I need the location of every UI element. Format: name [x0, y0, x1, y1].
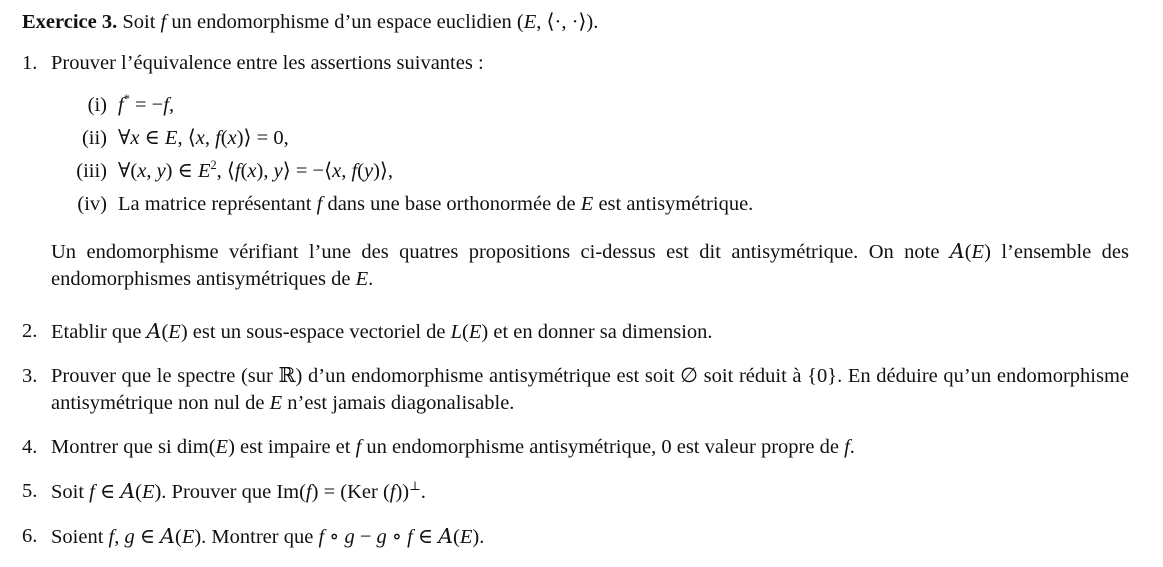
text-segment: ( — [357, 160, 364, 182]
text-segment: E — [181, 526, 195, 548]
question-5-number: 5. — [22, 480, 38, 502]
text-segment: ). Montrer que — [194, 526, 319, 548]
text-segment: A — [438, 524, 454, 548]
assertion-list — [51, 92, 1129, 218]
text-segment: ) est un sous-espace vectoriel de — [180, 321, 451, 343]
question-2-number: 2. — [22, 320, 38, 342]
text-segment: A — [160, 524, 175, 548]
text-segment: Prouver que le spectre (sur ℝ) d’un endomorphisme antisymétrique est soit ∅ soit réduit à {0}. En déduire qu’un endomorphisme antisymétrique non nul de — [51, 365, 1129, 414]
text-segment: = − — [129, 94, 164, 116]
text-segment: f — [351, 160, 358, 182]
definition-note — [51, 238, 1129, 293]
assertion-ii — [51, 125, 1129, 152]
text-segment: ( — [453, 526, 460, 548]
text-segment: , — [114, 526, 125, 548]
assertion-i-label: (i) — [87, 94, 107, 116]
text-segment: Soit — [51, 481, 90, 503]
text-segment: E — [168, 321, 181, 343]
text-segment: ) et en donner sa dimension. — [481, 321, 713, 343]
text-segment: x — [227, 127, 237, 149]
text-segment: ) l’ensemble des endomorphismes antisymétriques de — [51, 241, 1130, 290]
assertion-iv-label: (iv) — [77, 193, 107, 215]
text-segment: f — [234, 160, 241, 182]
question-1 — [22, 50, 1129, 301]
question-6-text — [51, 523, 1129, 551]
text-segment: ( — [174, 526, 182, 548]
text-segment: 2 — [210, 158, 217, 173]
text-segment: ⊥ — [409, 479, 421, 494]
question-1-body — [51, 50, 1129, 301]
text-segment: A — [949, 239, 965, 263]
assertion-ii-text — [118, 125, 289, 152]
text-segment: f — [318, 526, 325, 548]
text-segment: Exercice 3. — [22, 11, 118, 33]
text-segment: dans une base orthonormée de — [322, 193, 581, 215]
question-5-text — [51, 478, 1129, 506]
question-4-text — [51, 434, 1129, 461]
text-segment: n’est jamais diagonalisable. — [282, 392, 515, 414]
question-3-text — [51, 363, 1129, 417]
text-segment: ∈ — [412, 526, 439, 548]
assertion-iii-label: (iii) — [76, 160, 107, 182]
text-segment: Montrer que si dim( — [51, 436, 216, 458]
assertion-ii-label: (ii) — [81, 127, 107, 149]
question-5 — [22, 478, 1129, 506]
text-segment: f — [118, 94, 124, 116]
text-segment: A — [120, 479, 136, 503]
text-segment: f — [316, 193, 323, 215]
question-4-number: 4. — [22, 436, 38, 458]
text-segment: y — [156, 160, 166, 182]
text-segment: L — [450, 321, 463, 343]
text-segment: E — [197, 160, 211, 182]
question-6 — [22, 523, 1129, 551]
text-segment: ) = (Ker ( — [311, 481, 390, 503]
text-segment: , — [168, 94, 175, 116]
text-segment: f — [89, 481, 95, 503]
question-3-number: 3. — [22, 365, 38, 387]
text-segment: ). Prouver que Im( — [154, 481, 306, 503]
question-2-text — [51, 318, 1129, 346]
text-segment: ( — [462, 321, 469, 343]
question-1-number: 1. — [22, 52, 38, 74]
text-segment: f — [407, 526, 413, 548]
text-segment: Soient — [51, 526, 109, 548]
assertion-i-text — [118, 92, 174, 119]
text-segment: x — [137, 160, 147, 182]
text-segment: ⟩ = −⟨ — [282, 160, 333, 182]
text-segment: est antisymétrique. — [593, 193, 754, 215]
text-segment: y — [273, 160, 283, 182]
text-segment: E — [468, 321, 482, 343]
text-segment: E — [971, 241, 985, 263]
text-segment: )) — [395, 481, 410, 503]
text-segment: Prouver l’équivalence entre les assertions suivantes : — [51, 52, 484, 74]
text-segment: ( — [220, 127, 228, 149]
text-segment: Etablir que — [51, 321, 147, 343]
text-segment: ∈ — [134, 526, 161, 548]
text-segment: x — [332, 160, 342, 182]
text-segment: − — [354, 526, 377, 548]
question-2 — [22, 318, 1129, 346]
text-segment: . — [420, 481, 426, 503]
question-4 — [22, 434, 1129, 461]
exercise-heading — [22, 9, 1129, 36]
assertion-iii-text — [118, 158, 393, 185]
text-segment: E — [459, 526, 473, 548]
text-segment: f — [160, 11, 167, 33]
text-segment: Un endomorphisme vérifiant l’une des quatres propositions ci-dessus est dit antisymétrique. On note — [51, 241, 950, 263]
text-segment: g — [376, 526, 387, 548]
text-segment: y — [363, 160, 374, 182]
assertion-iii — [51, 158, 1129, 185]
text-segment: f — [215, 127, 221, 149]
text-segment: g — [344, 526, 355, 548]
text-segment: ∈ — [94, 481, 121, 503]
text-segment: A — [146, 319, 162, 343]
text-segment: ). — [472, 526, 485, 548]
question-3 — [22, 363, 1129, 417]
text-segment: . — [368, 268, 374, 290]
text-segment: , — [204, 127, 216, 149]
text-segment: ( — [964, 241, 972, 263]
text-segment: E — [215, 436, 229, 458]
text-segment: x — [247, 160, 257, 182]
text-segment: g — [124, 526, 135, 548]
text-segment: ) ∈ — [165, 160, 198, 182]
text-segment: f — [305, 481, 312, 503]
text-segment: un endomorphisme d’un espace euclidien ( — [166, 11, 524, 33]
assertion-iv-text — [118, 191, 753, 218]
text-segment: x — [195, 127, 205, 149]
text-segment: ( — [240, 160, 248, 182]
text-segment: un endomorphisme antisymétrique, 0 est valeur propre de — [361, 436, 845, 458]
text-segment: f — [163, 94, 169, 116]
text-segment: f — [108, 526, 115, 548]
question-1-text — [51, 50, 1129, 77]
text-segment: )⟩, — [373, 160, 394, 182]
text-segment: E — [269, 392, 283, 414]
text-segment: ) est impaire et — [228, 436, 356, 458]
text-segment: f — [355, 436, 362, 458]
text-segment: E — [355, 268, 369, 290]
text-segment: E — [141, 481, 155, 503]
text-segment: . — [849, 436, 855, 458]
text-segment: E — [580, 193, 594, 215]
text-segment: )⟩ = 0, — [236, 127, 289, 149]
text-segment: f — [844, 436, 850, 458]
text-segment: ( — [135, 481, 142, 503]
text-segment: E — [523, 11, 537, 33]
text-segment: Soit — [117, 11, 161, 33]
text-segment: ∀( — [118, 160, 138, 182]
text-segment: ∀ — [118, 127, 131, 149]
assertion-i — [51, 92, 1129, 119]
text-segment: f — [389, 481, 396, 503]
text-segment: , ⟨·, ·⟩). — [536, 11, 599, 33]
text-segment: , — [146, 160, 157, 182]
text-segment: ), — [256, 160, 274, 182]
text-segment: La matrice représentant — [118, 193, 317, 215]
text-segment: , ⟨ — [177, 127, 196, 149]
text-segment: ∘ — [386, 526, 408, 548]
text-segment: , ⟨ — [216, 160, 235, 182]
assertion-iv — [51, 191, 1129, 218]
text-segment: ( — [161, 321, 169, 343]
text-segment: x — [130, 127, 140, 149]
text-segment: , — [341, 160, 352, 182]
text-segment: ∘ — [324, 526, 345, 548]
text-segment: * — [123, 92, 130, 107]
text-segment: ∈ — [139, 127, 165, 149]
text-segment: E — [164, 127, 178, 149]
question-6-number: 6. — [22, 525, 38, 547]
